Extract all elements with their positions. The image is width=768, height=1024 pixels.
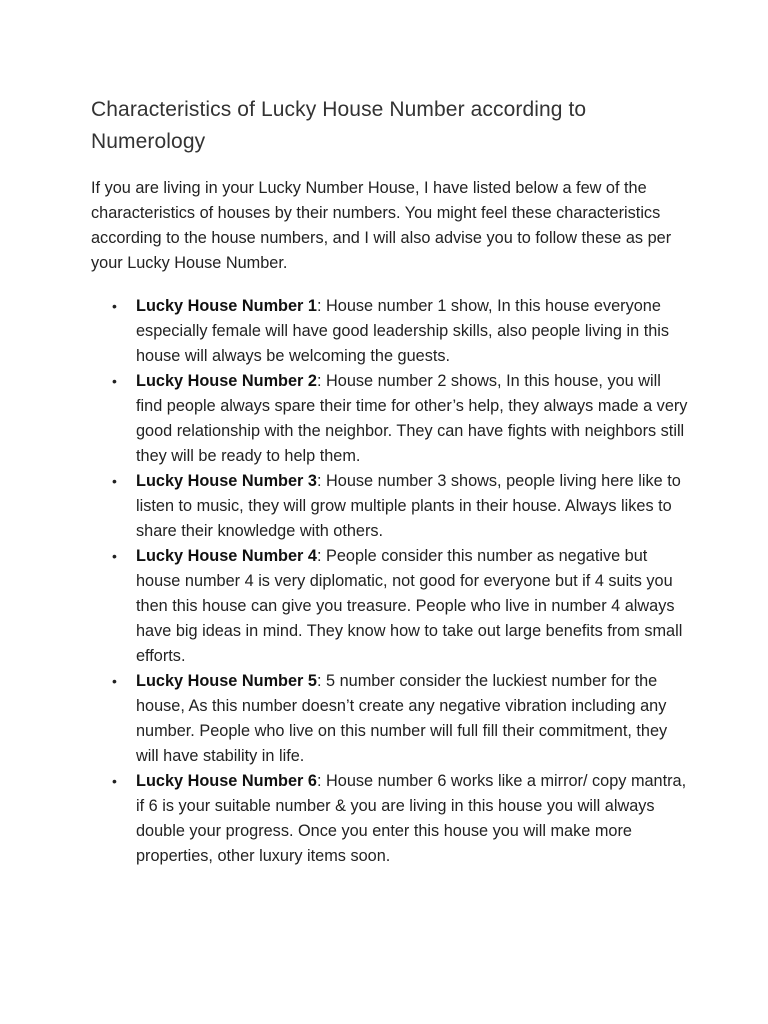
- list-item-label: Lucky House Number 2: [136, 372, 317, 390]
- list-item-text: : People consider this number as negative but house number 4 is very diplomatic, not good for everyone but if 4 suits you then this house can give you treasure. People who live in number 4 always have big ideas in mind. They know how to take out large benefits from small efforts.: [136, 547, 683, 665]
- list-item-text: : House number 1 show, In this house everyone especially female will have good leadership skills, also people living in this house will always be welcoming the guests.: [136, 297, 670, 365]
- list-item: [91, 294, 688, 369]
- list-item: [91, 544, 688, 669]
- list-item-label: Lucky House Number 1: [136, 297, 317, 315]
- bullet-icon: •: [112, 298, 117, 314]
- list-item: [91, 769, 688, 869]
- house-number-list: [91, 294, 688, 869]
- page-title: Characteristics of Lucky House Number according to Numerology: [91, 98, 587, 153]
- list-item: [91, 669, 688, 769]
- list-item: [91, 369, 688, 469]
- bullet-icon: •: [112, 473, 117, 489]
- list-item: [91, 469, 688, 544]
- bullet-icon: •: [112, 673, 117, 689]
- intro-paragraph: If you are living in your Lucky Number House, I have listed below a few of the characteristics of houses by their numbers. You might feel these characteristics according to the house numbers, and I will also advise you to follow these as per your Lucky House Number.: [91, 179, 672, 272]
- bullet-icon: •: [112, 548, 117, 564]
- list-item-text: : House number 3 shows, people living here like to listen to music, they will grow multiple plants in their house. Always likes to share their knowledge with others.: [136, 472, 681, 540]
- list-item-label: Lucky House Number 4: [136, 547, 317, 565]
- list-item-text: : 5 number consider the luckiest number for the house, As this number doesn’t create any negative vibration including any number. People who live on this number will full fill their commitment, they will have stability in life.: [136, 672, 668, 765]
- list-item-label: Lucky House Number 5: [136, 672, 317, 690]
- list-item-label: Lucky House Number 3: [136, 472, 317, 490]
- list-item-text: : House number 2 shows, In this house, you will find people always spare their time for other’s help, they always made a very good relationship with the neighbor. They can have fights with neighbors still they will be ready to help them.: [136, 372, 688, 465]
- list-item-text: : House number 6 works like a mirror/ copy mantra, if 6 is your suitable number & you are living in this house you will always double your progress. Once you enter this house you will make more properties, other luxury items soon.: [136, 772, 687, 865]
- list-item-label: Lucky House Number 6: [136, 772, 317, 790]
- bullet-icon: •: [112, 373, 117, 389]
- bullet-icon: •: [112, 773, 117, 789]
